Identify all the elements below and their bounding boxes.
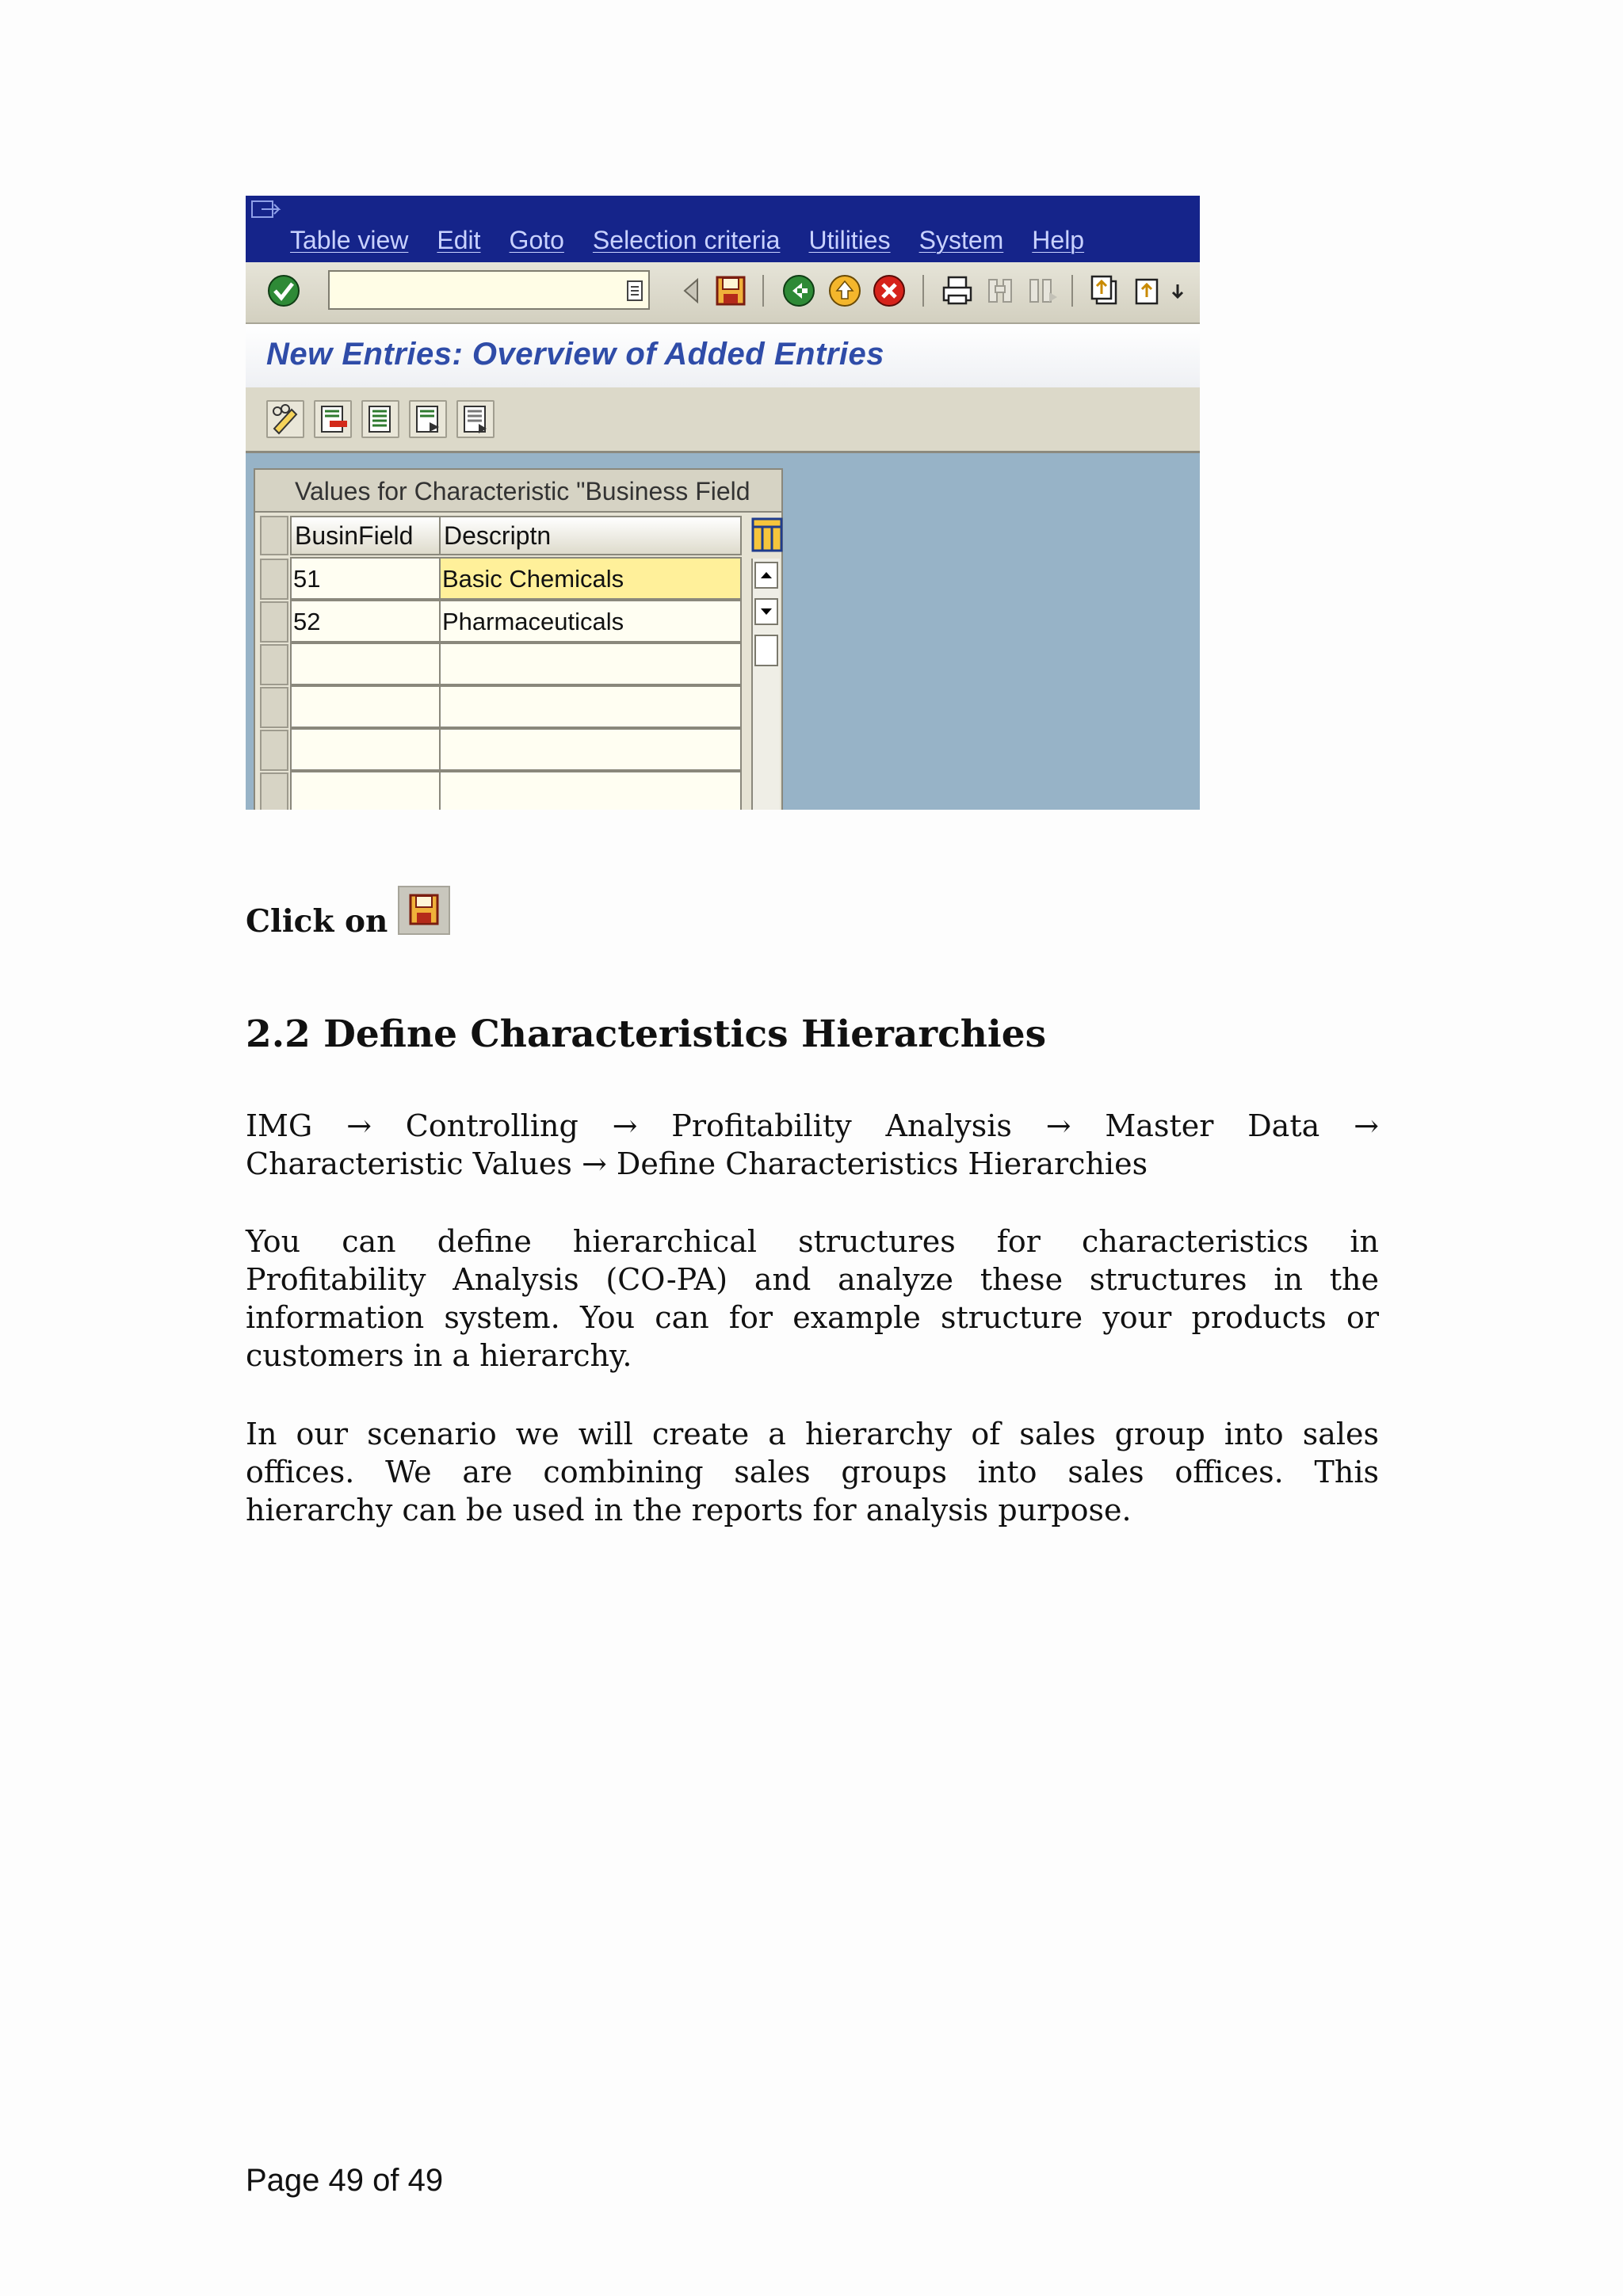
command-history-icon[interactable] [626, 280, 643, 302]
row-selector[interactable] [260, 601, 288, 643]
enter-check-icon[interactable] [266, 273, 301, 308]
find-icon[interactable] [983, 273, 1018, 308]
first-page-icon[interactable] [1087, 273, 1122, 308]
cell-descriptn[interactable]: Basic Chemicals [439, 557, 742, 600]
save-icon[interactable] [713, 273, 748, 308]
arrow-right-icon: → [1045, 1108, 1071, 1143]
scroll-up-button[interactable] [754, 562, 778, 589]
menu-edit[interactable]: Edit [437, 226, 481, 254]
paragraph-scenario [246, 1415, 1379, 1529]
row-selector[interactable] [260, 772, 288, 810]
save-icon [399, 887, 449, 933]
cell-businfield[interactable] [290, 643, 441, 685]
paragraph-line: offices. We are combining sales groups into sales offices. This [246, 1455, 1379, 1489]
command-field[interactable] [328, 270, 650, 310]
paragraph-line: hierarchy can be used in the reports for analysis purpose. [246, 1493, 1132, 1527]
next-page-icon[interactable] [1171, 273, 1200, 308]
row-selector[interactable] [260, 644, 288, 685]
paragraph-line: Profitability Analysis (CO-PA) and analyze these structures in the [246, 1262, 1379, 1297]
arrow-right-icon: → [612, 1108, 638, 1143]
collapse-arrow-icon[interactable] [674, 273, 708, 308]
back-icon[interactable] [781, 273, 816, 308]
previous-page-icon[interactable] [1130, 273, 1165, 308]
find-next-icon[interactable] [1025, 273, 1060, 308]
cell-businfield[interactable] [290, 728, 441, 771]
cancel-icon[interactable] [872, 273, 907, 308]
window-menu-icon[interactable] [250, 200, 282, 223]
paragraph-line: information system. You can for example structure your products or [246, 1300, 1379, 1335]
cell-businfield[interactable]: 52 [290, 600, 441, 643]
click-on-instruction: Click on [246, 903, 388, 940]
delete-row-icon [315, 402, 350, 437]
select-all-icon [363, 402, 398, 437]
path-analysis: Analysis [885, 1108, 1012, 1143]
screen-title-bar [246, 324, 1200, 387]
column-header-businfield[interactable]: BusinField [290, 516, 441, 555]
standard-toolbar [246, 262, 1200, 324]
paragraph-line: customers in a hierarchy. [246, 1338, 632, 1373]
cell-businfield[interactable] [290, 685, 441, 728]
menu-path [246, 1107, 1379, 1183]
cell-descriptn[interactable] [439, 685, 742, 728]
cell-businfield[interactable] [290, 771, 441, 810]
path-controlling: Controlling [405, 1108, 579, 1143]
paragraph-line: In our scenario we will create a hierarchy of sales group into sales [246, 1417, 1379, 1451]
screen-title: New Entries: Overview of Added Entries [266, 337, 884, 372]
menu-goto[interactable]: Goto [509, 226, 564, 254]
menu-selection-criteria[interactable]: Selection criteria [592, 226, 781, 254]
paragraph-intro [246, 1222, 1379, 1375]
pencil-glasses-icon [268, 402, 303, 437]
application-toolbar [246, 387, 1200, 453]
menu-help[interactable]: Help [1032, 226, 1085, 254]
select-all-button[interactable] [361, 400, 399, 438]
sap-screenshot [246, 196, 1200, 810]
print-icon[interactable] [940, 273, 975, 308]
deselect-all-icon [458, 402, 493, 437]
path-master: Master [1105, 1108, 1214, 1143]
table-control [254, 468, 783, 810]
cell-descriptn[interactable]: Pharmaceuticals [439, 600, 742, 643]
save-button-illustration [398, 886, 450, 935]
row-selector[interactable] [260, 687, 288, 728]
table-settings-icon[interactable] [751, 517, 783, 552]
path-profitability: Profitability [671, 1108, 852, 1143]
row-selector[interactable] [260, 559, 288, 600]
arrow-right-icon: → [1354, 1108, 1379, 1143]
edit-toggle-button[interactable] [266, 400, 304, 438]
menu-table-view[interactable]: Table view [290, 226, 409, 254]
cell-descriptn[interactable] [439, 771, 742, 810]
select-all-rows-button[interactable] [260, 516, 288, 555]
vertical-scrollbar[interactable] [751, 559, 780, 810]
column-header-descriptn[interactable]: Descriptn [439, 516, 742, 555]
exit-icon[interactable] [827, 273, 862, 308]
delete-entry-button[interactable] [314, 400, 352, 438]
cell-businfield[interactable]: 51 [290, 557, 441, 600]
menu-path-line-1 [246, 1107, 1379, 1145]
path-data: Data [1247, 1108, 1320, 1143]
arrow-up-icon [756, 563, 777, 587]
cell-descriptn[interactable] [439, 728, 742, 771]
paragraph-line: You can define hierarchical structures for characteristics in [246, 1224, 1379, 1259]
scroll-down-button[interactable] [754, 598, 778, 625]
menu-utilities[interactable]: Utilities [808, 226, 891, 254]
section-heading: 2.2 Define Characteristics Hierarchies [246, 1013, 1047, 1056]
select-block-button[interactable] [409, 400, 447, 438]
path-img: IMG [246, 1108, 313, 1143]
page-number: Page 49 of 49 [246, 2163, 444, 2198]
menu-path-line-2: Characteristic Values → Define Characteristics Hierarchies [246, 1146, 1148, 1181]
table-caption: Values for Characteristic "Business Field [255, 470, 781, 513]
deselect-all-button[interactable] [456, 400, 495, 438]
scroll-thumb[interactable] [754, 635, 778, 666]
arrow-right-icon: → [346, 1108, 372, 1143]
menu-bar [246, 196, 1200, 262]
arrow-down-icon [756, 600, 777, 624]
select-block-icon [411, 402, 445, 437]
cell-descriptn[interactable] [439, 643, 742, 685]
menu-system[interactable]: System [918, 226, 1004, 254]
row-selector[interactable] [260, 730, 288, 771]
